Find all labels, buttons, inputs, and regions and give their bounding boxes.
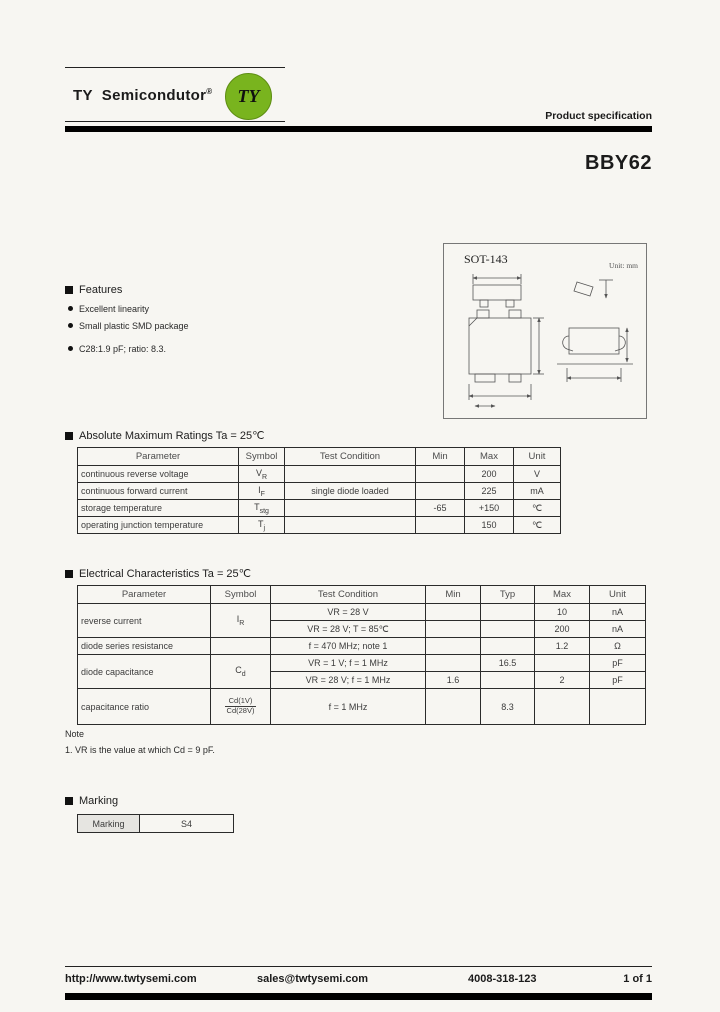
symbol-sub: stg: [259, 507, 269, 515]
section-square-icon: [65, 570, 73, 578]
table-header-row: [78, 448, 561, 466]
table-cell: [481, 638, 535, 655]
table-row: [78, 815, 234, 833]
table-row: [78, 638, 646, 655]
feature-text: Small plastic SMD package: [79, 320, 189, 331]
note-label: Note: [65, 729, 85, 739]
features-title: Features: [79, 284, 123, 296]
table-cell: [481, 604, 535, 621]
table-cell: Ω: [590, 638, 646, 655]
table-cell: reverse current: [78, 604, 211, 638]
footer-rule: [65, 966, 652, 967]
table-cell: Marking: [78, 815, 140, 833]
column-header: Parameter: [78, 448, 239, 466]
table-cell: single diode loaded: [285, 483, 416, 500]
table-cell: [211, 638, 271, 655]
table-cell: [239, 517, 285, 534]
table-cell: 10: [535, 604, 590, 621]
table-cell: 200: [465, 466, 514, 483]
table-cell: [285, 466, 416, 483]
symbol-sub: R: [239, 619, 245, 627]
header-bar: [65, 126, 652, 132]
package-drawing: [449, 272, 643, 414]
table-cell: [211, 604, 271, 638]
table-cell: [239, 483, 285, 500]
table-cell: [416, 483, 465, 500]
package-unit-label: Unit: mm: [609, 261, 638, 270]
column-header: Test Condition: [271, 586, 426, 604]
brand-ty: TY: [73, 87, 93, 104]
registered-mark-icon: ®: [206, 87, 213, 96]
table-row: [78, 689, 646, 725]
footer-website-link[interactable]: http://www.twtysemi.com: [65, 973, 197, 985]
table-cell: [426, 638, 481, 655]
table-row: [78, 466, 561, 483]
feature-text: C28:1.9 pF; ratio: 8.3.: [79, 343, 167, 354]
table-cell: f = 1 MHz: [271, 689, 426, 725]
fraction-denominator: Cd(28V): [226, 706, 255, 715]
table-cell: [535, 655, 590, 672]
table-cell: diode capacitance: [78, 655, 211, 689]
marking-table: [77, 814, 234, 833]
symbol-base: C: [235, 665, 242, 676]
header-mid-rule: [65, 121, 285, 122]
section-square-icon: [65, 797, 73, 805]
table-cell: capacitance ratio: [78, 689, 211, 725]
table-cell: [590, 689, 646, 725]
column-header: Unit: [514, 448, 561, 466]
table-cell: operating junction temperature: [78, 517, 239, 534]
symbol-base: V: [255, 467, 262, 478]
table-cell: [416, 466, 465, 483]
symbol-sub: j: [263, 524, 266, 532]
table-cell: VR = 28 V; T = 85℃: [271, 621, 426, 638]
table-cell: continuous forward current: [78, 483, 239, 500]
table-cell: continuous reverse voltage: [78, 466, 239, 483]
column-header: Max: [465, 448, 514, 466]
brand-logo-text: [73, 87, 212, 104]
brand-name: Semicondutor: [101, 87, 207, 104]
symbol-sub: d: [241, 670, 246, 678]
symbol-sub: F: [260, 490, 265, 498]
column-header: Parameter: [78, 586, 211, 604]
table-row: [78, 604, 646, 621]
table-cell: S4: [140, 815, 234, 833]
symbol-base: I: [236, 614, 240, 625]
footer-bar: [65, 993, 652, 1000]
footer-email-link[interactable]: sales@twtysemi.com: [257, 973, 368, 985]
table-cell: ℃: [514, 517, 561, 534]
table-cell: VR = 28 V: [271, 604, 426, 621]
table-cell: pF: [590, 655, 646, 672]
column-header: Unit: [590, 586, 646, 604]
fraction-numerator: Cd(1V): [225, 697, 257, 707]
table-cell: [211, 689, 271, 725]
marking-heading: [65, 795, 118, 807]
table-cell: 225: [465, 483, 514, 500]
header-top-rule: [65, 67, 285, 68]
table-cell: -65: [416, 500, 465, 517]
abs-max-heading: [65, 429, 265, 442]
table-cell: 1.6: [426, 672, 481, 689]
table-cell: [211, 655, 271, 689]
electrical-title: Electrical Characteristics Ta = 25℃: [79, 568, 252, 580]
column-header: Test Condition: [285, 448, 416, 466]
feature-text: Excellent linearity: [79, 303, 150, 314]
table-cell: f = 470 MHz; note 1: [271, 638, 426, 655]
table-cell: ℃: [514, 500, 561, 517]
note-item: 1. VR is the value at which Cd = 9 pF.: [65, 745, 215, 755]
symbol-sub: R: [261, 473, 268, 481]
table-cell: VR = 28 V; f = 1 MHz: [271, 672, 426, 689]
table-cell: [285, 517, 416, 534]
table-row: [78, 655, 646, 672]
table-cell: 200: [535, 621, 590, 638]
footer-phone: 4008-318-123: [468, 973, 537, 985]
table-row: [78, 483, 561, 500]
table-cell: [481, 672, 535, 689]
column-header: Min: [426, 586, 481, 604]
table-cell: [239, 466, 285, 483]
table-cell: V: [514, 466, 561, 483]
table-cell: mA: [514, 483, 561, 500]
abs-max-title: Absolute Maximum Ratings Ta = 25℃: [79, 430, 265, 442]
bullet-icon: [68, 323, 73, 328]
product-specification-label: Product specification: [545, 110, 652, 122]
electrical-characteristics-table: [77, 585, 646, 725]
table-cell: nA: [590, 604, 646, 621]
table-cell: diode series resistance: [78, 638, 211, 655]
table-cell: [481, 621, 535, 638]
table-cell: VR = 1 V; f = 1 MHz: [271, 655, 426, 672]
brand-logo-circle: [225, 73, 272, 120]
table-cell: pF: [590, 672, 646, 689]
table-cell: [239, 500, 285, 517]
table-row: [78, 500, 561, 517]
table-cell: 16.5: [481, 655, 535, 672]
part-number-title: BBY62: [585, 152, 652, 174]
table-cell: [426, 689, 481, 725]
table-cell: storage temperature: [78, 500, 239, 517]
table-cell: [535, 689, 590, 725]
column-header: Symbol: [211, 586, 271, 604]
symbol-base: T: [254, 501, 260, 512]
table-cell: [416, 517, 465, 534]
features-list: [68, 302, 189, 359]
marking-title: Marking: [79, 795, 119, 807]
symbol-base: T: [257, 518, 264, 529]
feature-item: [68, 319, 189, 332]
table-cell: 2: [535, 672, 590, 689]
column-header: Typ: [481, 586, 535, 604]
table-cell: nA: [590, 621, 646, 638]
logo-circle-text: TY: [237, 86, 260, 106]
table-cell: [426, 604, 481, 621]
table-cell: 150: [465, 517, 514, 534]
electrical-heading: [65, 567, 251, 580]
table-cell: 1.2: [535, 638, 590, 655]
section-square-icon: [65, 432, 73, 440]
table-header-row: [78, 586, 646, 604]
section-square-icon: [65, 286, 73, 294]
features-heading: [65, 284, 122, 296]
table-row: [78, 517, 561, 534]
table-cell: [426, 655, 481, 672]
feature-item: [68, 302, 189, 315]
bullet-icon: [68, 306, 73, 311]
footer-page-number: 1 of 1: [623, 973, 652, 985]
table-cell: +150: [465, 500, 514, 517]
abs-max-table: [77, 447, 561, 534]
package-name-label: SOT-143: [464, 252, 508, 266]
symbol-fraction: [225, 697, 257, 715]
column-header: Min: [416, 448, 465, 466]
bullet-icon: [68, 346, 73, 351]
package-outline-box: [443, 243, 647, 419]
table-cell: [426, 621, 481, 638]
feature-item: [68, 342, 189, 355]
column-header: Symbol: [239, 448, 285, 466]
column-header: Max: [535, 586, 590, 604]
table-cell: [285, 500, 416, 517]
symbol-base: I: [258, 484, 261, 495]
table-cell: 8.3: [481, 689, 535, 725]
